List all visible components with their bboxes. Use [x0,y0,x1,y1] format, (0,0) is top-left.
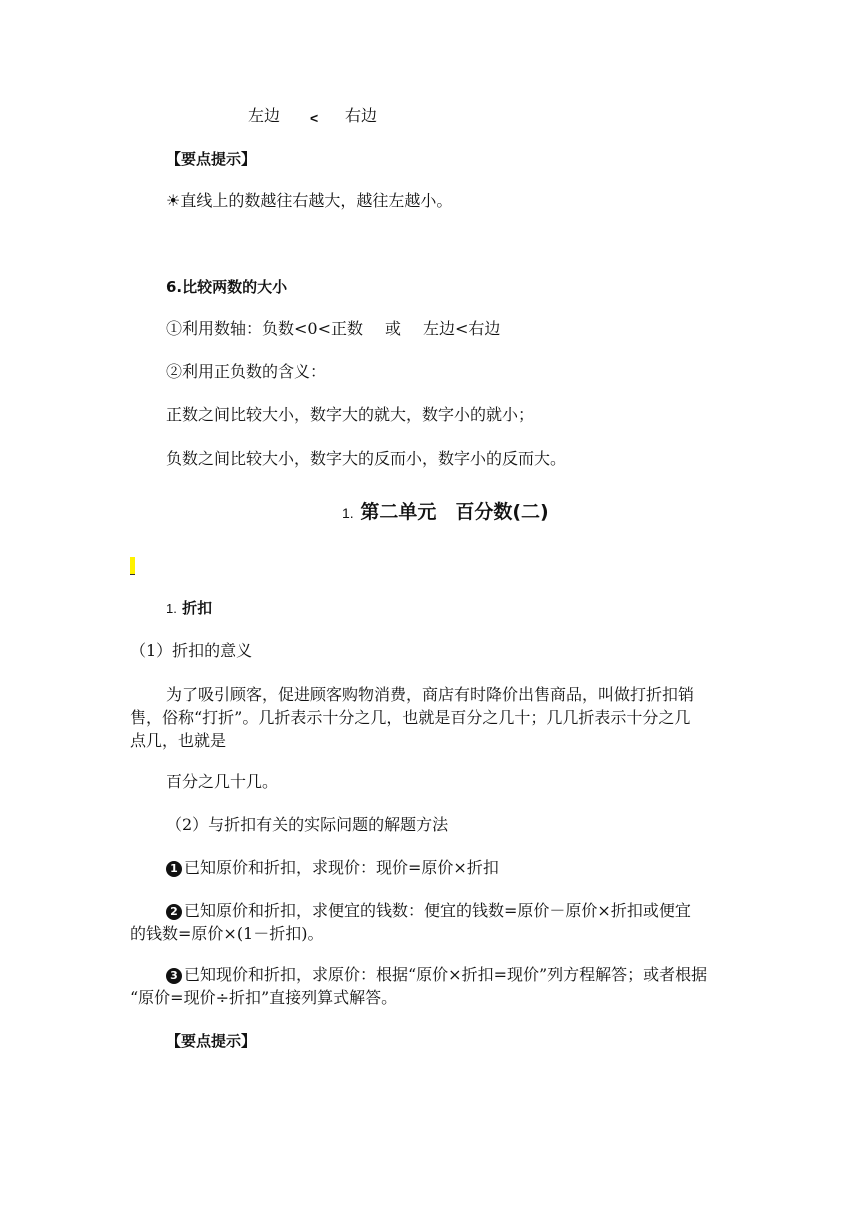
unit-title [342,500,549,525]
discount-para-line-2: 售，俗称“打折”。几折表示十分之几，也就是百分之几十；几几折表示十分之几 [130,708,691,727]
method-3-line-1 [166,963,707,987]
method-1-text: 已知原价和折扣，求现价：现价=原价×折扣 [184,858,499,877]
discount-number: 1. [166,601,177,616]
tip-heading-2: 【要点提示】 [166,1032,257,1050]
tip-heading: 【要点提示】 [166,150,257,168]
section-6-item-2: ②利用正负数的含义： [166,362,327,381]
discount-sub-1: （1）折扣的意义 [130,641,253,660]
method-3-text: 已知现价和折扣，求原价：根据“原价×折扣=现价”列方程解答；或者根据 [184,965,708,984]
unit-title-text: 第二单元 百分数(二) [360,501,549,523]
compare-right-label: 右边 [345,106,378,125]
tip-line [166,189,452,213]
item-1-text-b: 左边<右边 [423,319,501,338]
circled-number-icon: 1 [166,861,182,877]
discount-para-line-4: 百分之几十几。 [166,772,279,791]
section-6-heading: 6.比较两数的大小 [166,278,288,296]
circled-number-icon: 2 [166,904,182,920]
section-6-item-1 [166,317,500,341]
method-2-text: 已知原价和折扣，求便宜的钱数：便宜的钱数=原价－原价×折扣或便宜 [184,901,691,920]
compare-symbol: < [310,110,319,126]
discount-para-line-1: 为了吸引顾客，促进顾客购物消费，商店有时降价出售商品，叫做打折扣销 [166,685,695,704]
method-2-line-2: 的钱数=原价×(1－折扣)。 [130,924,324,943]
item-1-or: 或 [385,319,402,338]
discount-title: 折扣 [182,599,213,617]
method-2-line-1 [166,899,691,923]
discount-para-line-3: 点几，也就是 [130,731,227,750]
discount-heading [166,596,212,621]
unit-title-number: 1. [342,505,354,521]
section-6-negative-rule: 负数之间比较大小，数字大的反而小，数字小的反而大。 [166,449,567,468]
method-1 [166,856,499,880]
tip-text: 直线上的数越往右越大，越往左越小。 [180,191,453,210]
section-6-positive-rule: 正数之间比较大小，数字大的就大，数字小的就小； [166,405,535,424]
discount-sub-2: （2）与折扣有关的实际问题的解题方法 [166,815,449,834]
item-1-text-a: ①利用数轴：负数<0<正数 [166,319,363,338]
compare-left-label: 左边 [248,106,281,125]
circled-number-icon: 3 [166,968,182,984]
method-3-line-2: “原价=现价÷折扣”直接列算式解答。 [130,988,398,1007]
highlight-mark [130,557,135,575]
sun-icon: ☀ [166,191,181,210]
